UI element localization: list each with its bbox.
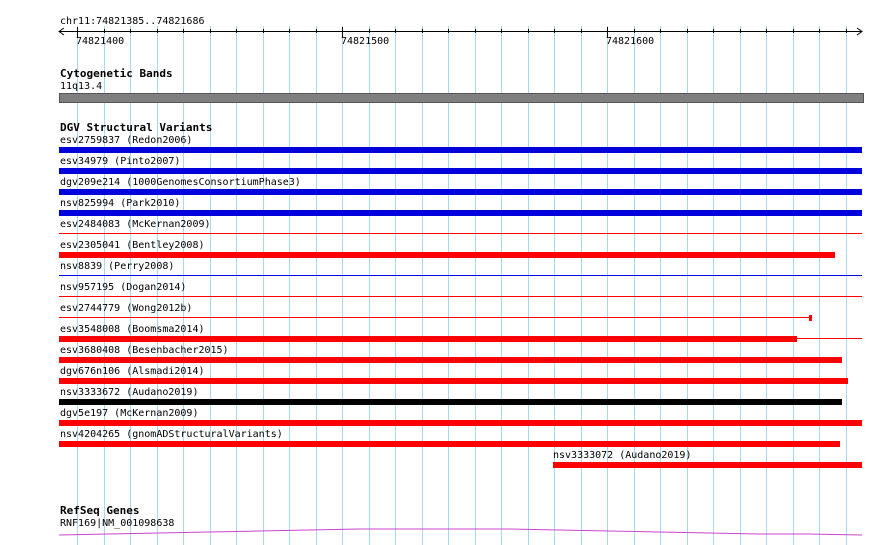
dgv-variant-feature[interactable] (59, 210, 862, 216)
dgv-variant-connector (797, 338, 862, 339)
refseq-track-title: RefSeq Genes (60, 504, 140, 517)
dgv-variant-feature[interactable] (59, 420, 862, 426)
dgv-variant-label: nsv4204265 (gnomADStructuralVariants) (60, 429, 283, 440)
dgv-variant-feature[interactable] (59, 233, 862, 234)
dgv-variant-label: dgv676n106 (Alsmadi2014) (60, 366, 205, 377)
ruler-tick-label: 74821600 (606, 36, 655, 47)
dgv-variant-label: esv3680408 (Besenbacher2015) (60, 345, 229, 356)
dgv-variant-feature[interactable] (59, 336, 797, 342)
dgv-variant-endcap (809, 315, 812, 321)
dgv-variant-label: esv2744779 (Wong2012b) (60, 303, 193, 314)
dgv-variant-label: dgv5e197 (McKernan2009) (60, 408, 199, 419)
dgv-variant-label: esv2484083 (McKernan2009) (60, 219, 211, 230)
dgv-variant-label: esv2305041 (Bentley2008) (60, 240, 205, 251)
cytoband-bar[interactable] (59, 93, 864, 103)
ruler-tick-label: 74821500 (341, 36, 390, 47)
dgv-variant-feature[interactable] (59, 252, 835, 258)
dgv-variant-feature[interactable] (59, 357, 842, 363)
ruler-tick-label: 74821400 (76, 36, 125, 47)
dgv-variant-feature[interactable] (59, 378, 848, 384)
dgv-variant-label: nsv825994 (Park2010) (60, 198, 181, 209)
refseq-gene-feature[interactable] (59, 526, 862, 538)
dgv-variant-feature[interactable] (59, 147, 862, 153)
dgv-variant-label: nsv957195 (Dogan2014) (60, 282, 187, 293)
cytoband-label: 11q13.4 (60, 81, 103, 92)
dgv-track-title: DGV Structural Variants (60, 121, 213, 134)
dgv-variant-feature[interactable] (59, 296, 862, 297)
dgv-variant-feature[interactable] (59, 399, 842, 405)
dgv-variant-feature[interactable] (59, 441, 840, 447)
dgv-variant-feature[interactable] (59, 317, 811, 318)
refseq-gene-label: RNF169|NM_001098638 (60, 518, 175, 529)
location-label: chr11:74821385..74821686 (60, 16, 205, 27)
dgv-variant-label: nsv8839 (Perry2008) (60, 261, 175, 272)
dgv-variant-label: esv2759837 (Redon2006) (60, 135, 193, 146)
dgv-variant-feature[interactable] (59, 189, 862, 195)
dgv-variant-label: nsv3333672 (Audano2019) (60, 387, 199, 398)
dgv-variant-feature[interactable] (59, 275, 862, 276)
cytoband-track-title: Cytogenetic Bands (60, 67, 173, 80)
dgv-variant-label: esv34979 (Pinto2007) (60, 156, 181, 167)
dgv-variant-feature[interactable] (553, 462, 862, 468)
dgv-variant-label: nsv3333072 (Audano2019) (553, 450, 692, 461)
dgv-variant-label: esv3548008 (Boomsma2014) (60, 324, 205, 335)
dgv-variant-label: dgv209e214 (1000GenomesConsortiumPhase3) (60, 177, 301, 188)
dgv-variant-feature[interactable] (59, 168, 862, 174)
